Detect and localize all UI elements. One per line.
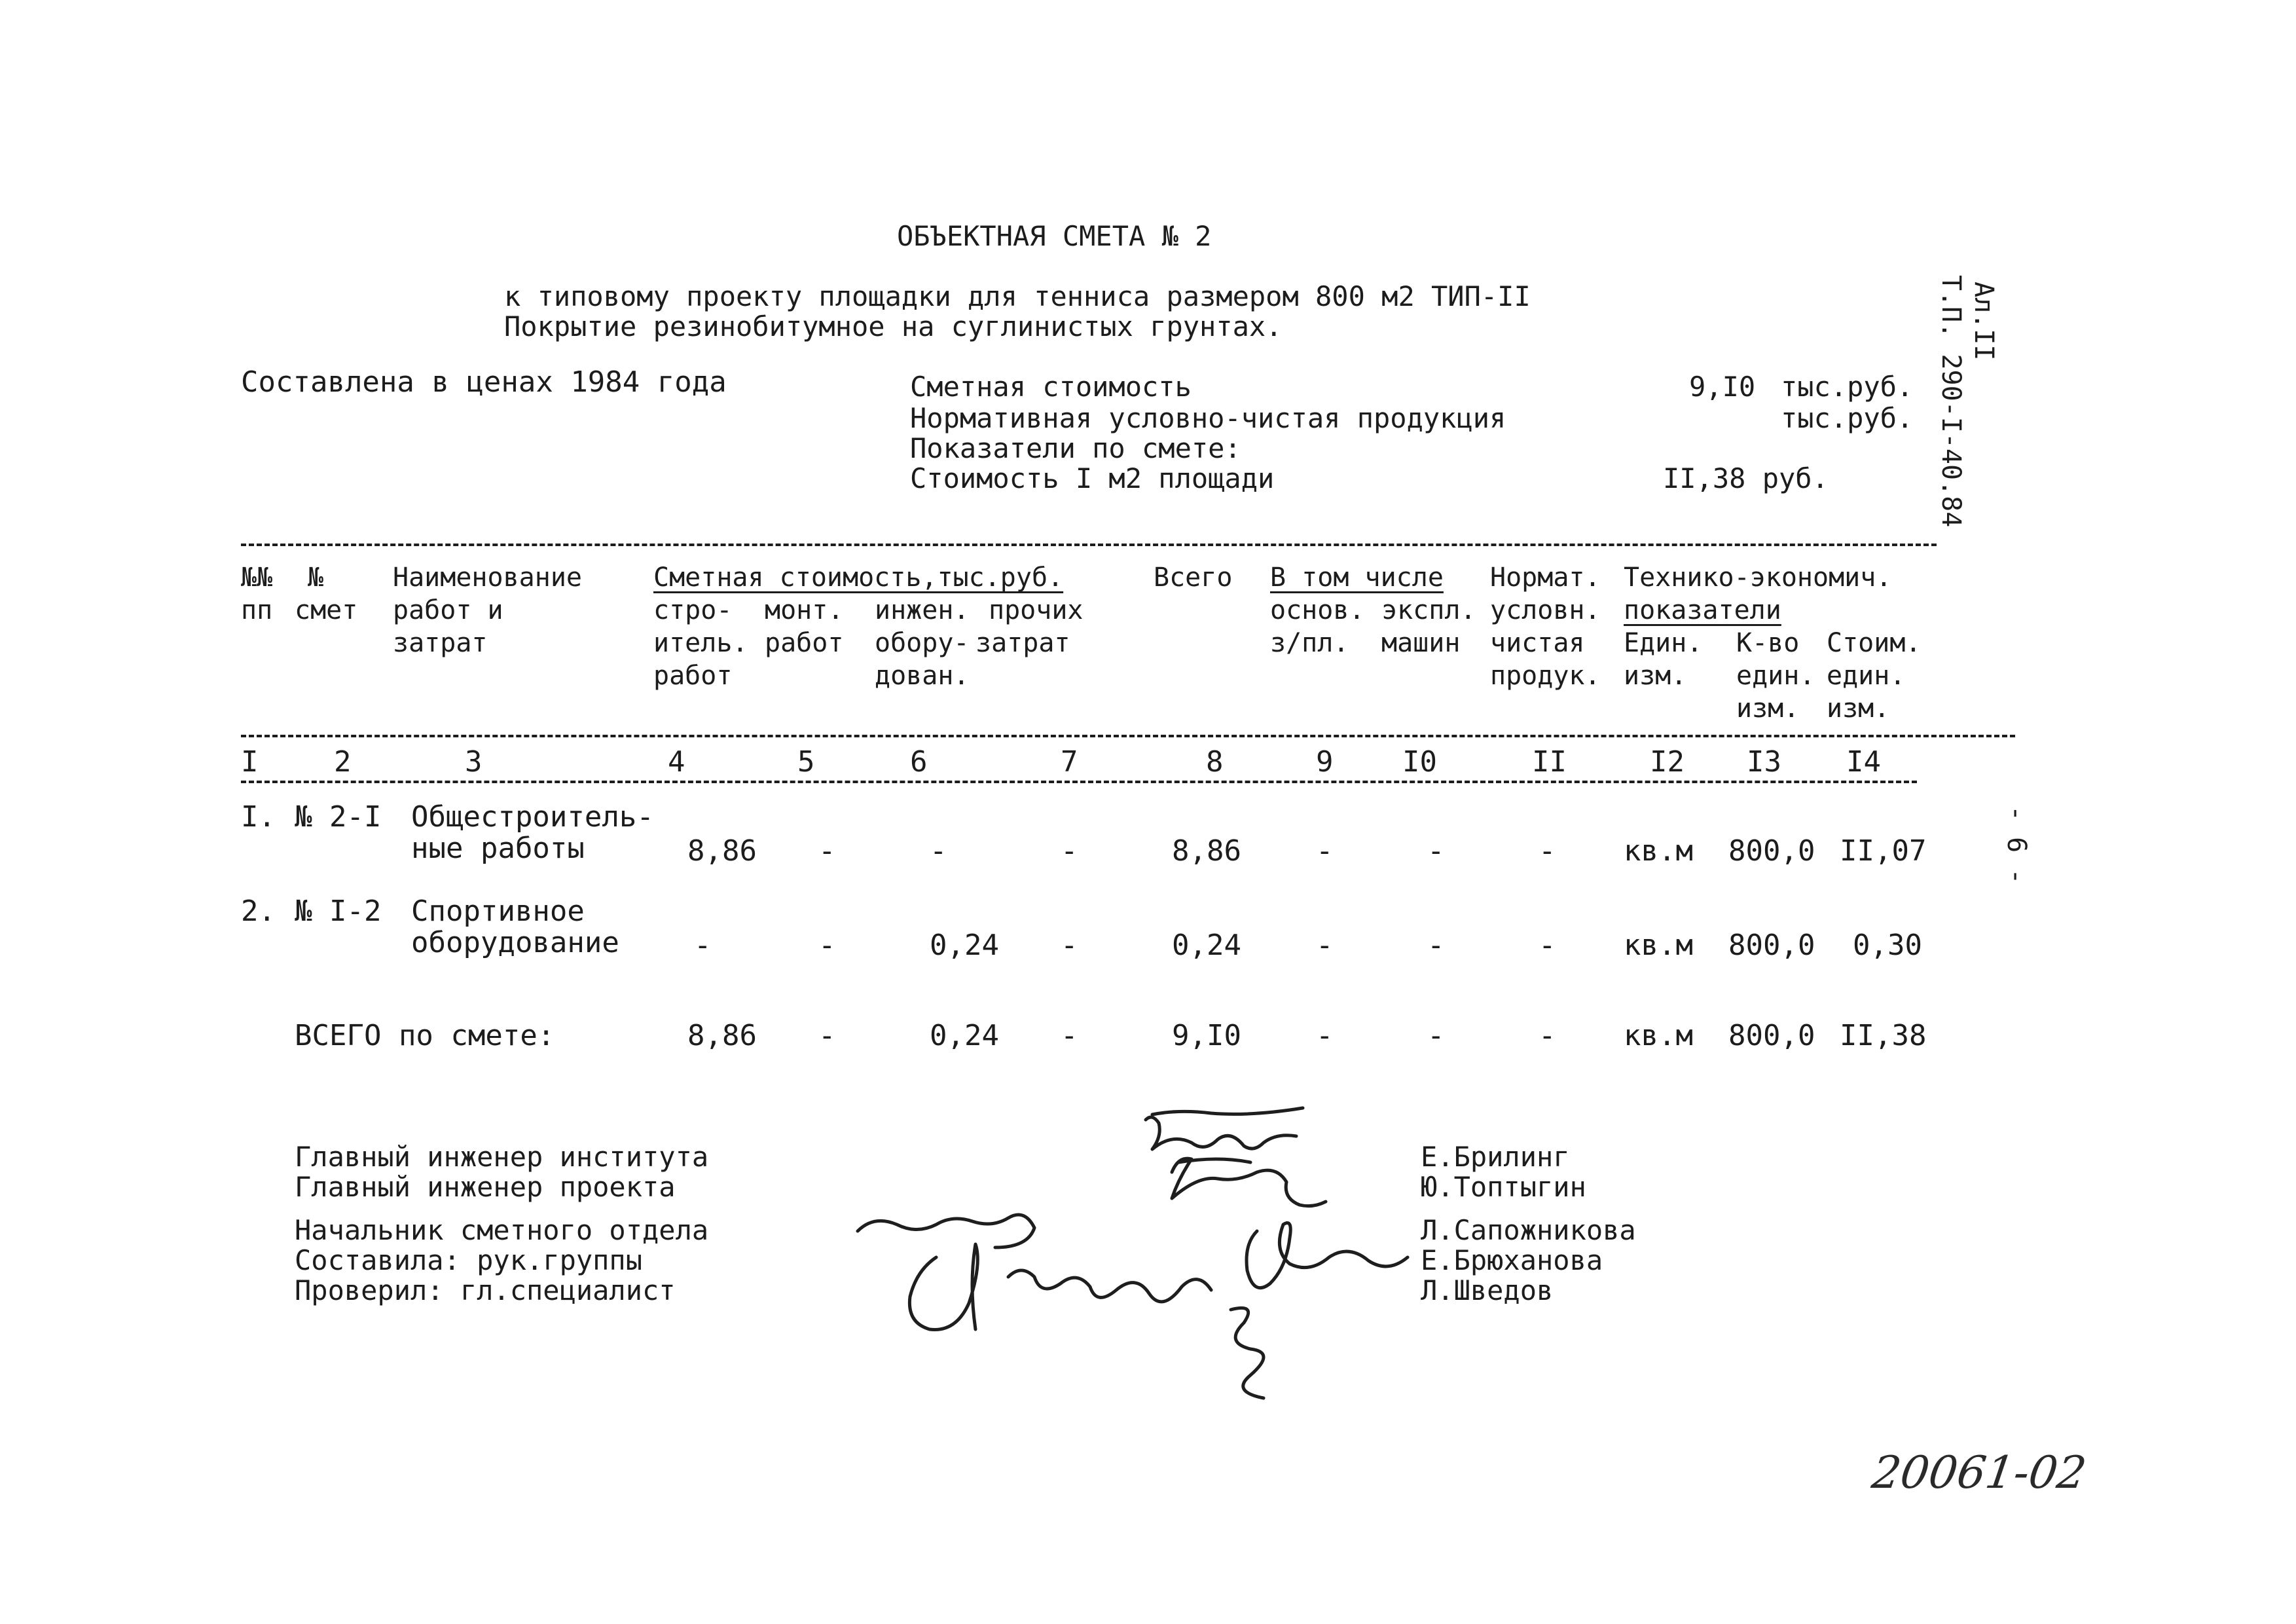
- table-top-rule: [241, 544, 1937, 546]
- total-cost: 0,24: [1172, 929, 1241, 962]
- unit: кв.м: [1624, 929, 1693, 962]
- signatory-name: Л.Сапожникова: [1421, 1214, 1636, 1246]
- column-number: 5: [797, 745, 815, 779]
- row-number: I.: [241, 800, 276, 834]
- signatory-name: Л.Шведов: [1421, 1274, 1554, 1306]
- work-name-line2: оборудование: [411, 926, 619, 959]
- net-product-unit: тыс.руб.: [1781, 402, 1914, 434]
- column-number: I3: [1747, 745, 1781, 779]
- header-c10-line2: машин: [1381, 628, 1461, 658]
- header-c2-line2: смет: [295, 595, 358, 625]
- header-c3-line3: затрат: [393, 628, 488, 658]
- header-c13-line1: К-во: [1736, 628, 1800, 658]
- side-code-line-2: Ал.II: [1969, 282, 1999, 361]
- header-c6-line2: обору-: [875, 628, 970, 658]
- net-product: -: [1539, 834, 1556, 868]
- estimate-number: № I-2: [295, 895, 382, 928]
- signatory-role: Начальник сметного отдела: [295, 1214, 709, 1246]
- construction-cost: 8,86: [687, 1019, 757, 1052]
- estimate-number: № 2-I: [295, 800, 382, 834]
- column-number: I2: [1650, 745, 1685, 779]
- header-c5-line1: монт.: [765, 595, 844, 625]
- machines: -: [1427, 834, 1445, 868]
- header-c13-line3: изм.: [1736, 693, 1800, 724]
- machines: -: [1427, 1019, 1445, 1052]
- signatory-name: Е.Брилинг: [1421, 1141, 1570, 1173]
- header-c6-line1: инжен.: [875, 595, 970, 625]
- header-c7-line1: прочих: [989, 595, 1084, 625]
- header-c5-line2: работ: [765, 628, 844, 658]
- quantity: 800,0: [1728, 1019, 1815, 1052]
- header-c14-line2: един.: [1827, 661, 1906, 691]
- archive-number: 20061-02: [1868, 1447, 2090, 1499]
- unit-cost: II,07: [1840, 834, 1927, 868]
- work-name-line2: ные работы: [411, 832, 585, 865]
- signatures-image: [838, 1100, 1440, 1414]
- quantity: 800,0: [1728, 929, 1815, 962]
- total-label: ВСЕГО по смете:: [295, 1019, 555, 1052]
- column-number: I0: [1402, 745, 1437, 779]
- column-number: 2: [334, 745, 352, 779]
- header-group-incl: В том числе: [1270, 563, 1444, 593]
- wages: -: [1316, 834, 1334, 868]
- signatory-name: Ю.Топтыгин: [1421, 1171, 1586, 1203]
- net-product-label: Нормативная условно-чистая продукция: [910, 402, 1506, 434]
- installation-cost: -: [818, 929, 836, 962]
- total-cost: 9,I0: [1172, 1019, 1241, 1052]
- construction-cost: -: [694, 929, 712, 962]
- column-number: II: [1532, 745, 1567, 779]
- equipment-cost: 0,24: [930, 929, 999, 962]
- column-number: 4: [668, 745, 685, 779]
- wages: -: [1316, 929, 1334, 962]
- wages: -: [1316, 1019, 1334, 1052]
- installation-cost: -: [818, 1019, 836, 1052]
- page-marker: - 6 -: [2001, 805, 2032, 885]
- indicators-label: Показатели по смете:: [910, 432, 1241, 464]
- header-c7-line2: затрат: [975, 628, 1070, 658]
- header-c11-line4: продук.: [1490, 661, 1601, 691]
- header-c14-line3: изм.: [1827, 693, 1890, 724]
- unit: кв.м: [1624, 834, 1693, 868]
- column-number: 9: [1316, 745, 1334, 779]
- header-c12-line1: Един.: [1624, 628, 1703, 658]
- header-group-tech2: показатели: [1624, 595, 1781, 625]
- header-c13-line2: един.: [1736, 661, 1815, 691]
- column-number: 7: [1061, 745, 1078, 779]
- header-c3-line2: работ и: [393, 595, 503, 625]
- header-c11-line2: условн.: [1490, 595, 1601, 625]
- cost-per-m2-value: II,38 руб.: [1663, 462, 1829, 494]
- side-code-line-1: Т.П. 290-I-40.84: [1936, 275, 1966, 528]
- header-c3-line1: Наименование: [393, 563, 582, 593]
- header-c9-line2: з/пл.: [1270, 628, 1349, 658]
- header-c10-line1: экспл.: [1381, 595, 1476, 625]
- unit-cost: 0,30: [1853, 929, 1922, 962]
- prices-note: Составлена в ценах 1984 года: [241, 365, 727, 399]
- unit-cost: II,38: [1840, 1019, 1927, 1052]
- header-c4-line3: работ: [653, 661, 733, 691]
- estimated-cost-label: Сметная стоимость: [910, 371, 1192, 403]
- unit: кв.м: [1624, 1019, 1693, 1052]
- signatory-role: Главный инженер института: [295, 1141, 709, 1173]
- subtitle-line-1: к типовому проекту площадки для тенниса размером 800 м2 ТИП-II: [504, 280, 1531, 312]
- quantity: 800,0: [1728, 834, 1815, 868]
- construction-cost: 8,86: [687, 834, 757, 868]
- header-c8: Всего: [1154, 563, 1233, 593]
- other-cost: -: [1061, 1019, 1078, 1052]
- header-c1-line1: №№: [241, 563, 273, 593]
- net-product: -: [1539, 929, 1556, 962]
- header-c9-line1: основ.: [1270, 595, 1365, 625]
- machines: -: [1427, 929, 1445, 962]
- header-group-cost: Сметная стоимость,тыс.руб.: [653, 563, 1064, 593]
- installation-cost: -: [818, 834, 836, 868]
- column-number: 3: [465, 745, 483, 779]
- column-number: 8: [1206, 745, 1224, 779]
- other-cost: -: [1061, 834, 1078, 868]
- header-bottom-rule: [241, 735, 2015, 737]
- work-name-line1: Спортивное: [411, 895, 585, 928]
- column-number: 6: [910, 745, 928, 779]
- subtitle-line-2: Покрытие резинобитумное на суглинистых грунтах.: [504, 310, 1283, 342]
- work-name-line1: Общестроитель-: [411, 800, 654, 834]
- signatory-role: Составила: рук.группы: [295, 1244, 643, 1276]
- header-c6-line3: дован.: [875, 661, 970, 691]
- document-title: ОБЪЕКТНАЯ СМЕТА № 2: [897, 220, 1212, 252]
- header-c14-line1: Стоим.: [1827, 628, 1922, 658]
- column-numbers-rule: [241, 781, 1917, 783]
- estimated-cost-unit: тыс.руб.: [1781, 371, 1914, 403]
- header-c11-line3: чистая: [1490, 628, 1585, 658]
- signatory-role: Главный инженер проекта: [295, 1171, 676, 1203]
- equipment-cost: -: [930, 834, 947, 868]
- cost-per-m2-label: Стоимость I м2 площади: [910, 462, 1275, 494]
- header-c11-line1: Нормат.: [1490, 563, 1601, 593]
- column-number: I: [241, 745, 259, 779]
- header-c12-line2: изм.: [1624, 661, 1687, 691]
- header-c4-line2: итель.: [653, 628, 748, 658]
- column-number: I4: [1846, 745, 1881, 779]
- other-cost: -: [1061, 929, 1078, 962]
- total-cost: 8,86: [1172, 834, 1241, 868]
- header-c1-line2: пп: [241, 595, 273, 625]
- signatory-name: Е.Брюханова: [1421, 1244, 1603, 1276]
- equipment-cost: 0,24: [930, 1019, 999, 1052]
- row-number: 2.: [241, 895, 276, 928]
- header-group-tech: Технико-экономич.: [1624, 563, 1892, 593]
- header-c4-line1: стро-: [653, 595, 733, 625]
- net-product: -: [1539, 1019, 1556, 1052]
- signatory-role: Проверил: гл.специалист: [295, 1274, 676, 1306]
- estimated-cost-value: 9,I0: [1689, 371, 1756, 403]
- header-c2-line1: №: [308, 563, 324, 593]
